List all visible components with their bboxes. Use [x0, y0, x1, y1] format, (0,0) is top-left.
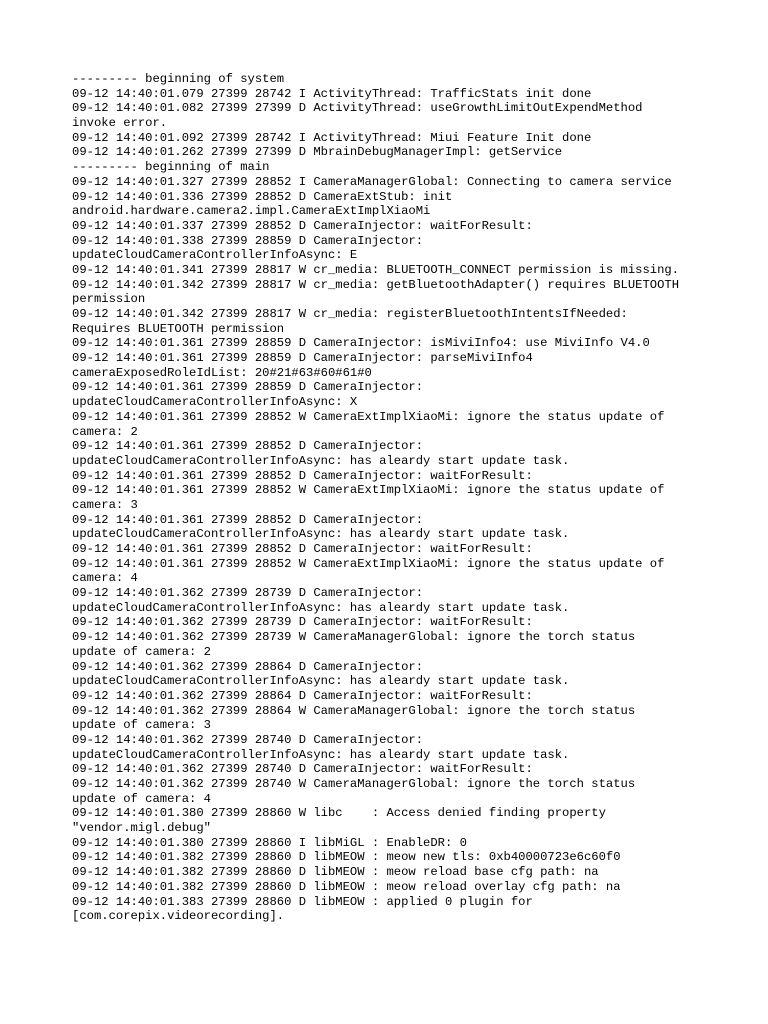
log-line: 09-12 14:40:01.361 27399 28852 D CameraInjector: — [72, 439, 424, 454]
log-line: 09-12 14:40:01.342 27399 28817 W cr_media: registerBluetoothIntentsIfNeeded: — [72, 307, 628, 321]
log-line: 09-12 14:40:01.338 27399 28859 D CameraInjector: — [72, 233, 424, 248]
log-line: 09-12 14:40:01.361 27399 28852 W CameraExtImplXiaoMi: ignore the status update of — [72, 556, 665, 571]
log-line: 09-12 14:40:01.361 27399 28859 D CameraInjector: — [72, 380, 424, 395]
log-line: update of camera: 3 — [72, 718, 211, 733]
log-line: 09-12 14:40:01.341 27399 28817 W cr_media: BLUETOOTH_CONNECT permission is missing. — [72, 262, 680, 277]
log-line: 09-12 14:40:01.361 27399 28852 D CameraInjector: waitForResult: — [72, 468, 533, 483]
log-line: updateCloudCameraControllerInfoAsync: E — [72, 248, 358, 263]
log-line: Requires BLUETOOTH permission — [72, 321, 285, 336]
log-line: 09-12 14:40:01.362 27399 28739 W CameraManagerGlobal: ignore the torch status — [72, 630, 636, 645]
log-text — [72, 72, 728, 924]
log-line: 09-12 14:40:01.361 27399 28859 D CameraInjector: isMiviInfo4: use MiviInfo V4.0 — [72, 336, 650, 351]
log-line: 09-12 14:40:01.380 27399 28860 W libc : Access denied finding property — [72, 806, 606, 821]
log-line: updateCloudCameraControllerInfoAsync: has aleardy start update task. — [72, 674, 570, 689]
log-line: 09-12 14:40:01.382 27399 28860 D libMEOW : meow new tls: 0xb40000723e6c60f0 — [72, 850, 621, 865]
log-line: 09-12 14:40:01.079 27399 28742 I ActivityThread: TrafficStats init done — [72, 86, 592, 101]
log-line: 09-12 14:40:01.362 27399 28864 W CameraManagerGlobal: ignore the torch status — [72, 703, 636, 718]
log-line: 09-12 14:40:01.382 27399 28860 D libMEOW : meow reload overlay cfg path: na — [72, 879, 621, 894]
log-line: update of camera: 4 — [72, 791, 211, 806]
log-line: 09-12 14:40:01.361 27399 28852 D CameraInjector: — [72, 512, 424, 527]
log-line: --------- beginning of system — [72, 72, 285, 86]
log-line: camera: 3 — [72, 497, 138, 512]
log-line: 09-12 14:40:01.337 27399 28852 D CameraInjector: waitForResult: — [72, 218, 533, 233]
log-line: permission — [72, 292, 146, 307]
log-line: android.hardware.camera2.impl.CameraExtImplXiaoMi — [72, 204, 431, 219]
log-line: 09-12 14:40:01.327 27399 28852 I CameraManagerGlobal: Connecting to camera service — [72, 174, 672, 189]
log-line: --------- beginning of main — [72, 160, 270, 175]
log-line: "vendor.migl.debug" — [72, 821, 211, 836]
log-line: [com.corepix.videorecording]. — [72, 909, 285, 924]
log-line: 09-12 14:40:01.361 27399 28852 W CameraExtImplXiaoMi: ignore the status update of — [72, 409, 665, 424]
log-line: 09-12 14:40:01.262 27399 27399 D MbrainDebugManagerImpl: getService — [72, 145, 563, 160]
log-line: update of camera: 2 — [72, 644, 211, 659]
log-line: 09-12 14:40:01.383 27399 28860 D libMEOW : applied 0 plugin for — [72, 894, 533, 909]
log-line: 09-12 14:40:01.362 27399 28864 D CameraInjector: waitForResult: — [72, 688, 533, 703]
log-line: updateCloudCameraControllerInfoAsync: has aleardy start update task. — [72, 527, 570, 542]
log-line: camera: 4 — [72, 571, 138, 586]
log-line: invoke error. — [72, 116, 168, 131]
log-line: updateCloudCameraControllerInfoAsync: X — [72, 395, 358, 410]
log-line: 09-12 14:40:01.361 27399 28852 D CameraInjector: waitForResult: — [72, 542, 533, 556]
log-line: 09-12 14:40:01.382 27399 28860 D libMEOW : meow reload base cfg path: na — [72, 865, 599, 880]
log-line: cameraExposedRoleIdList: 20#21#63#60#61#0 — [72, 365, 372, 380]
log-line: 09-12 14:40:01.362 27399 28739 D CameraInjector: waitForResult: — [72, 615, 533, 630]
log-line: 09-12 14:40:01.336 27399 28852 D CameraExtStub: init — [72, 189, 453, 204]
log-line: 09-12 14:40:01.361 27399 28859 D CameraInjector: parseMiviInfo4 — [72, 351, 533, 366]
log-line: updateCloudCameraControllerInfoAsync: has aleardy start update task. — [72, 453, 570, 468]
log-line: 09-12 14:40:01.342 27399 28817 W cr_media: getBluetoothAdapter() requires BLUETOOTH — [72, 277, 680, 292]
log-line: 09-12 14:40:01.361 27399 28852 W CameraExtImplXiaoMi: ignore the status update of — [72, 483, 665, 498]
log-line: camera: 2 — [72, 424, 138, 439]
log-line: 09-12 14:40:01.362 27399 28740 D CameraInjector: waitForResult: — [72, 762, 533, 777]
log-line: 09-12 14:40:01.362 27399 28740 D CameraInjector: — [72, 732, 424, 747]
log-line: 09-12 14:40:01.082 27399 27399 D ActivityThread: useGrowthLimitOutExpendMethod — [72, 101, 643, 116]
log-line: updateCloudCameraControllerInfoAsync: has aleardy start update task. — [72, 600, 570, 615]
log-line: 09-12 14:40:01.380 27399 28860 I libMiGL : EnableDR: 0 — [72, 835, 467, 850]
log-line: 09-12 14:40:01.092 27399 28742 I ActivityThread: Miui Feature Init done — [72, 130, 592, 145]
log-line: updateCloudCameraControllerInfoAsync: has aleardy start update task. — [72, 747, 570, 762]
log-line: 09-12 14:40:01.362 27399 28864 D CameraInjector: — [72, 659, 424, 674]
log-line: 09-12 14:40:01.362 27399 28740 W CameraManagerGlobal: ignore the torch status — [72, 777, 636, 791]
log-line: 09-12 14:40:01.362 27399 28739 D CameraInjector: — [72, 586, 424, 601]
